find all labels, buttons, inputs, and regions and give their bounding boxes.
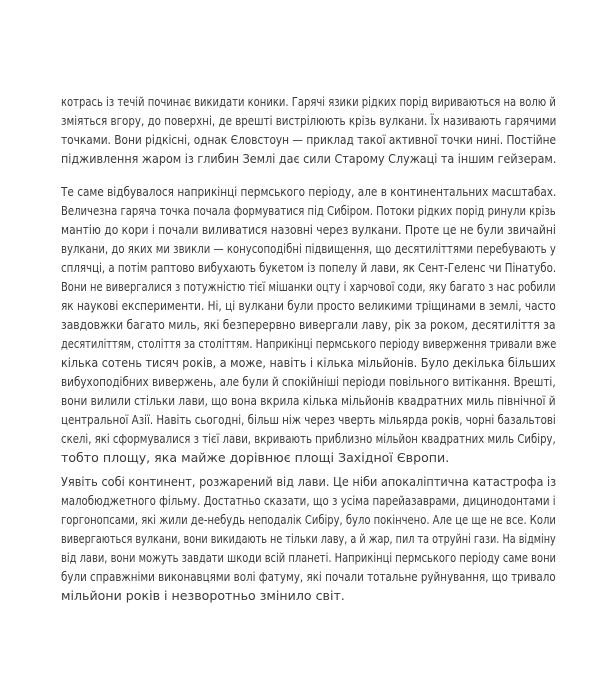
paragraph-hotspots [61,92,556,168]
text-line: вони вилили стільки лави, що вона вкрила кілька мільйонів квадратних миль північної й [61,393,556,408]
text-line: малобюджетного фільму. Достатньо сказати, що з усіма парейазаврами, дицинодонтами і [61,493,556,508]
paragraph-siberian-traps [61,182,556,467]
text-line: десятиліттям, століття за століттям. Наприкінці пермського періоду виверження тривали вже [61,336,557,351]
text-line: сплячці, а потім раптово вибухають букетом із попелу й лави, як Сент-Геленс чи Пінатубо. [61,260,557,275]
text-line: скелі, які сформувалися з тієї лави, вкривають приблизно мільйон квадратних миль Сибіру, [61,431,556,446]
text-line: тобто площу, яка майже дорівнює площі Західної Європи. [61,450,450,465]
paragraph-lava-continent [61,472,556,605]
text-line: Те саме відбувалося наприкінці пермського періоду, але в континентальних масштабах. [61,184,557,199]
text-line: були справжніми виконавцями волі фатуму, які почали тотальне руйнування, що тривало [61,569,556,584]
text-line: мантію до кори і почали виливатися назовні через вулкани. Проте це не були звичайні [61,222,556,237]
text-line: мільйони років і незворотньо змінило світ. [61,588,345,603]
text-line: завдовжки багато миль, які безперервно вивергали лаву, рік за роком, десятиліття за [61,317,556,332]
text-line: підживлення жаром із глибин Землі дає сили Старому Служаці та іншим гейзерам. [61,151,557,166]
text-line: котрась із течій починає викидати коники. Гарячі язики рідких порід вириваються на волю й [61,94,556,109]
text-line: кілька сотень тисяч років, а може, навіть і кілька мільйонів. Було декілька більших [61,355,556,370]
text-line: Величезна гаряча точка почала формуватися під Сибіром. Потоки рідких порід ринули крізь [61,203,556,218]
text-line: вибухоподібних вивержень, але були й спокійніші періоди повільного витікання. Врешті, [61,374,556,389]
text-line: вивергаються вулкани, вони викидають не тільки лаву, а й жар, пил та отруйні гази. На відміну [61,531,556,546]
text-line: Вони не вивергалися з потужністю тієї мішанки оцту і харчової соди, яку багато з нас робили [61,279,556,294]
text-line: вулкани, до яких ми звикли — конусоподібні підвищення, що десятиліттями перебувають у [61,241,556,256]
text-line: Уявіть собі континент, розжарений від лави. Це ніби апокаліптична катастрофа із [61,474,557,489]
text-line: зміяться вгору, до поверхні, де врешті вистрілюють крізь вулкани. Їх називають гарячими [61,113,557,128]
text-line: як наукові експерименти. Ні, ці вулкани були просто великими тріщинами в землі, часто [61,298,556,313]
text-line: центральної Азії. Навіть сьогодні, більш ніж через чверть мільярда років, чорні базальтові [61,412,556,427]
text-line: горгонопсами, які жили де-небудь неподалік Сибіру, було покінчено. Але це ще не все. Коли [61,512,556,527]
text-line: точками. Вони рідкісні, однак Єловстоун — приклад такої активної точки нині. Постійне [61,132,557,147]
text-line: від лави, вони можуть завдати шкоди всій планеті. Наприкінці пермського періоду саме вони [61,550,556,565]
